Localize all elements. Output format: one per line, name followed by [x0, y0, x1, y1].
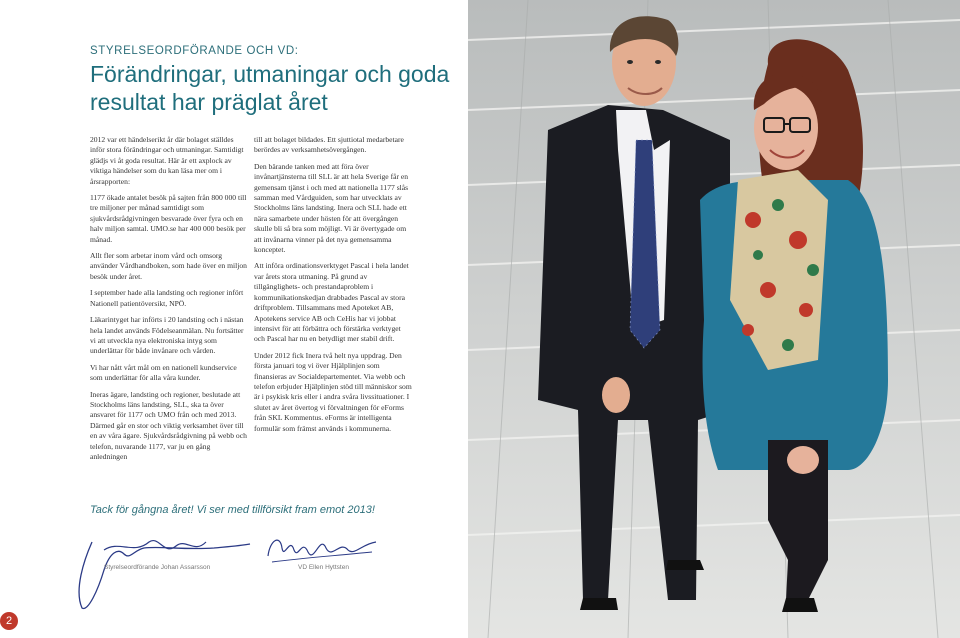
paragraph: Läkarintyget har införts i 20 landsting och i nästan hela landet används Födelseanmälan. Nu fortsätter vi att utveckla nya elektroniska intyg som underlättar för både invånare och vården.	[90, 315, 244, 356]
section-kicker: STYRELSEORDFÖRANDE OCH VD:	[90, 45, 299, 57]
paragraph: Allt fler som arbetar inom vård och omsorg använder Vårdhandboken, som hade över en miljon besök under året.	[90, 251, 247, 281]
paragraph: 1177 ökade antalet besök på sajten från 800 000 till tre miljoner per månad samtidigt som sjukvårdsrådgivningen besvarade över fyra och en halv miljon samtal. UMO.se har 400 000 besök per månad.	[90, 193, 247, 244]
text-page	[0, 0, 468, 638]
paragraph: Att införa ordinationsverktyget Pascal i hela landet var årets stora utmaning. På grund av tillgänglighets- och prestandaproblem i kommunikationskedjan drabbades Pascal av stora driftproblem. Tillsammans med Apoteket AB, Apotekens service AB och CeHis har vi jobbat intensivt för att förbättra och förstärka verktyget och Pascal har nu en betydligt mer stabil drift.	[254, 261, 409, 344]
text-column-2	[254, 135, 412, 440]
page-number-badge: 2	[0, 612, 18, 630]
closing-line: Tack för gångna året! Vi ser med tillförsikt fram emot 2013!	[90, 504, 375, 516]
portrait-photo	[468, 0, 960, 638]
paragraph: Under 2012 fick Inera två helt nya uppdrag. Den första januari tog vi över Hjälplinjen som finansieras av Socialdepartementet. Via webb och telefon erbjuder Hjälplinjen stöd till människor som är i psykisk kris eller i andra svåra livssituationer. I slutet av året övertog vi förvaltningen för eForms från SKL Kommentus. eForms är intelligenta formulär som främst används i kommunerna.	[254, 350, 412, 433]
text-column-1	[90, 135, 248, 468]
paragraph: till att bolaget bildades. Ett sjuttiotal medarbetare berördes av verksamhetsövergången.	[254, 135, 404, 155]
paragraph: Ineras ägare, landsting och regioner, beslutade att Stockholms läns landsting, SLL, ska ta över ansvaret för 1177 och UMO från och med 2013. Därmed går en stor och viktig verksamhet över till en av våra ägare. Sjukvårdsrådgivning på webb och telefon, nuvarande 1177, var ju en gång anledningen	[90, 389, 247, 461]
paragraph: Vi har nått vårt mål om en nationell kundservice som underlättar för alla våra kunder.	[90, 362, 237, 383]
paragraph: I september hade alla landsting och regioner infört Nationell patientöversikt, NPÖ.	[90, 288, 244, 308]
chair-signature-caption: Styrelseordförande Johan Assarsson	[104, 564, 211, 571]
ceo-signature-caption: VD Ellen Hyttsten	[298, 564, 349, 571]
ceo-signature	[262, 526, 382, 568]
page-title: Förändringar, utmaningar och goda resultat har präglat året	[90, 61, 450, 115]
paragraph: Den bärande tanken med att föra över invånartjänsterna till SLL är att hela Sverige får en gemensam tjänst i och med att nationella 1177 slås samman med Vårdguiden, som har utvecklats av Stockholms läns landsting. Inera och SLL hade ett nära samarbete under hösten för att övergången skulle bli så bra som möjligt. Vi är övertygade om att invånarna vinner på det nya gemensamma konceptet.	[254, 161, 409, 255]
paragraph: 2012 var ett händelserikt år där bolaget ställdes inför stora förändringar och utmaningar. Samtidigt glädjs vi åt goda resultat. Här är ett axplock av viktiga händelser som du kan läsa mer om i årsrapporten:	[90, 135, 244, 186]
